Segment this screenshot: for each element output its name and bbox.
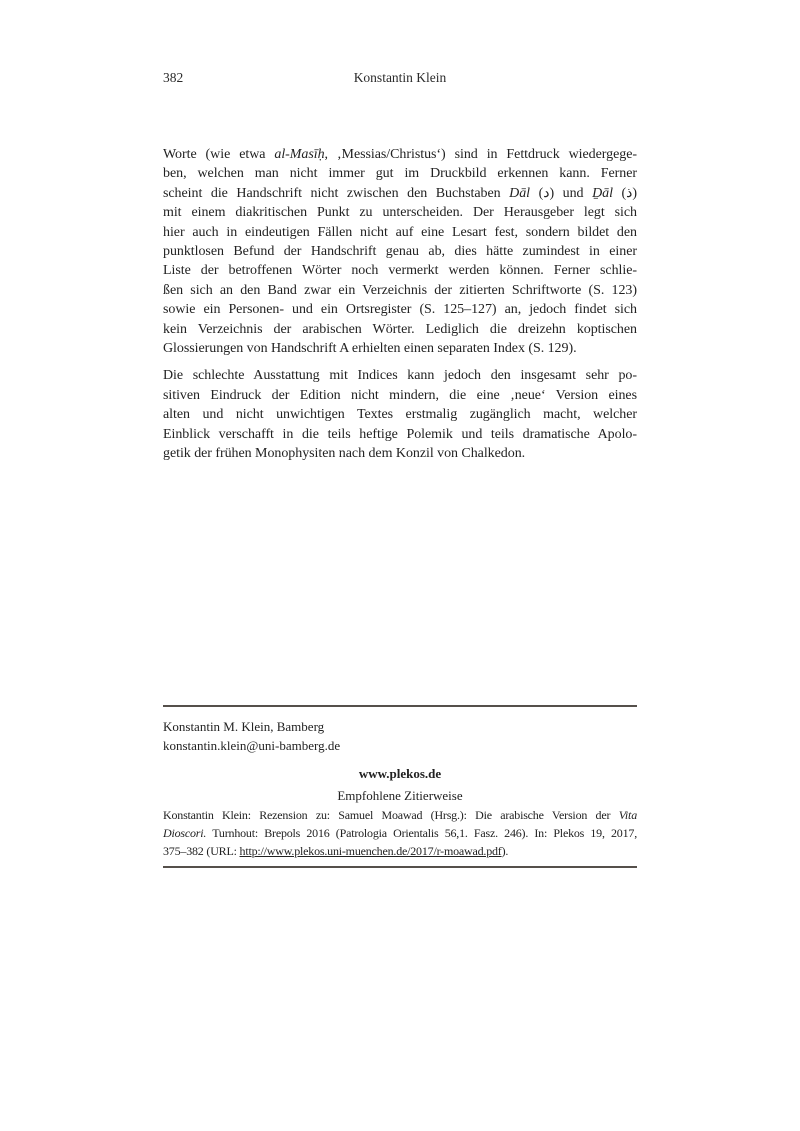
citation-url-link[interactable]: http://www.plekos.uni-muenchen.de/2017/r-moawad.pdf: [239, 844, 502, 858]
text-segment: Einblick verschafft in die teils heftige Polemik und teils dramatische Apolo-: [163, 426, 637, 442]
text-segment: ben, welchen man nicht immer gut im Druckbild erkennen kann. Ferner: [163, 166, 637, 182]
text-line: [163, 444, 637, 463]
text-line: [163, 145, 637, 164]
citation-block: [163, 806, 637, 860]
text-segment: (ذ): [612, 185, 638, 201]
text-line: [163, 281, 637, 300]
author-contact-block: [163, 717, 637, 755]
text-segment: scheint die Handschrift nicht zwischen den Buchstaben: [163, 185, 510, 201]
text-line: [163, 261, 637, 280]
author-name-line: Konstantin M. Klein, Bamberg: [163, 719, 325, 734]
text-segment: Ḏāl: [592, 185, 613, 201]
text-segment: Dāl: [509, 185, 531, 201]
review-body-text: [163, 145, 637, 472]
text-segment: Worte (wie etwa: [163, 147, 275, 162]
text-segment: Liste der betroffenen Wörter noch vermerkt werden können. Ferner schlie-: [163, 263, 637, 279]
citation-heading: Empfohlene Zitierweise: [337, 788, 463, 803]
text-line: [163, 300, 637, 319]
text-segment: ).: [501, 844, 509, 858]
text-line: [163, 842, 637, 860]
text-line: [163, 386, 637, 405]
text-segment: Die schlechte Ausstattung mit Indices kann jedoch den insgesamt sehr po-: [163, 368, 637, 384]
text-segment: sitiven Eindruck der Edition nicht mindern, die eine ‚neue‘ Version eines: [163, 387, 637, 403]
text-line: [163, 242, 637, 261]
running-header-title: Konstantin Klein: [353, 70, 447, 85]
paragraph: [163, 145, 637, 358]
journal-website: www.plekos.de: [358, 766, 442, 781]
text-segment: Vita: [618, 808, 637, 822]
page-number: 382: [163, 70, 184, 85]
text-line: [163, 164, 637, 183]
text-segment: sowie ein Personen- und ein Ortsregister (S. 125–127) an, jedoch findet sich: [163, 302, 637, 318]
paragraph: [163, 366, 637, 463]
text-segment: alten und nicht unwichtigen Textes erstmalig zugänglich macht, welcher: [163, 407, 637, 423]
text-line: [163, 203, 637, 222]
text-segment: Turnhout: Brepols 2016 (Patrologia Orientalis 56,1. Fasz. 246). In: Plekos 19, 2017,: [206, 826, 637, 840]
text-segment: mit einem diakritischen Punkt zu unterscheiden. Der Herausgeber legt sich: [163, 205, 637, 221]
running-header: [163, 70, 637, 88]
text-segment: Konstantin Klein: Rezension zu: Samuel Moawad (Hrsg.): Die arabische Version der: [163, 808, 619, 822]
text-line: [163, 366, 637, 385]
text-line: [163, 223, 637, 242]
text-line: [163, 320, 637, 339]
text-line: [163, 184, 637, 203]
text-segment: punktlosen Befund der Handschrift genau ab, dies hätte zumindest in einer: [163, 244, 637, 260]
text-line: [163, 405, 637, 424]
text-segment: ßen sich an den Band zwar ein Verzeichnis der zitierten Schriftworte (S. 123): [163, 282, 637, 298]
text-line: [163, 425, 637, 444]
footer-bottom-rule: [163, 866, 637, 868]
text-line: [163, 824, 637, 842]
text-line: [163, 806, 637, 824]
text-segment: getik der frühen Monophysiten nach dem Konzil von Chalkedon.: [163, 446, 526, 462]
text-segment: hier auch in eindeutigen Fällen nicht auf eine Lesart fest, sondern bildet den: [163, 224, 637, 240]
text-segment: 375–382 (URL:: [163, 844, 240, 858]
text-segment: al-Masīḥ: [274, 147, 325, 162]
text-segment: , ‚Messias/Christus‘) sind in Fettdruck wiedergege-: [324, 147, 637, 162]
text-line: [163, 339, 637, 358]
author-email-line: konstantin.klein@uni-bamberg.de: [163, 738, 341, 753]
footer-top-rule: [163, 705, 637, 707]
text-segment: Glossierungen von Handschrift A erhielten einen separaten Index (S. 129).: [163, 341, 577, 357]
text-segment: kein Verzeichnis der arabischen Wörter. Lediglich die dreizehn koptischen: [163, 321, 637, 337]
text-segment: Dioscori.: [163, 826, 207, 840]
text-segment: (د) und: [530, 185, 593, 201]
